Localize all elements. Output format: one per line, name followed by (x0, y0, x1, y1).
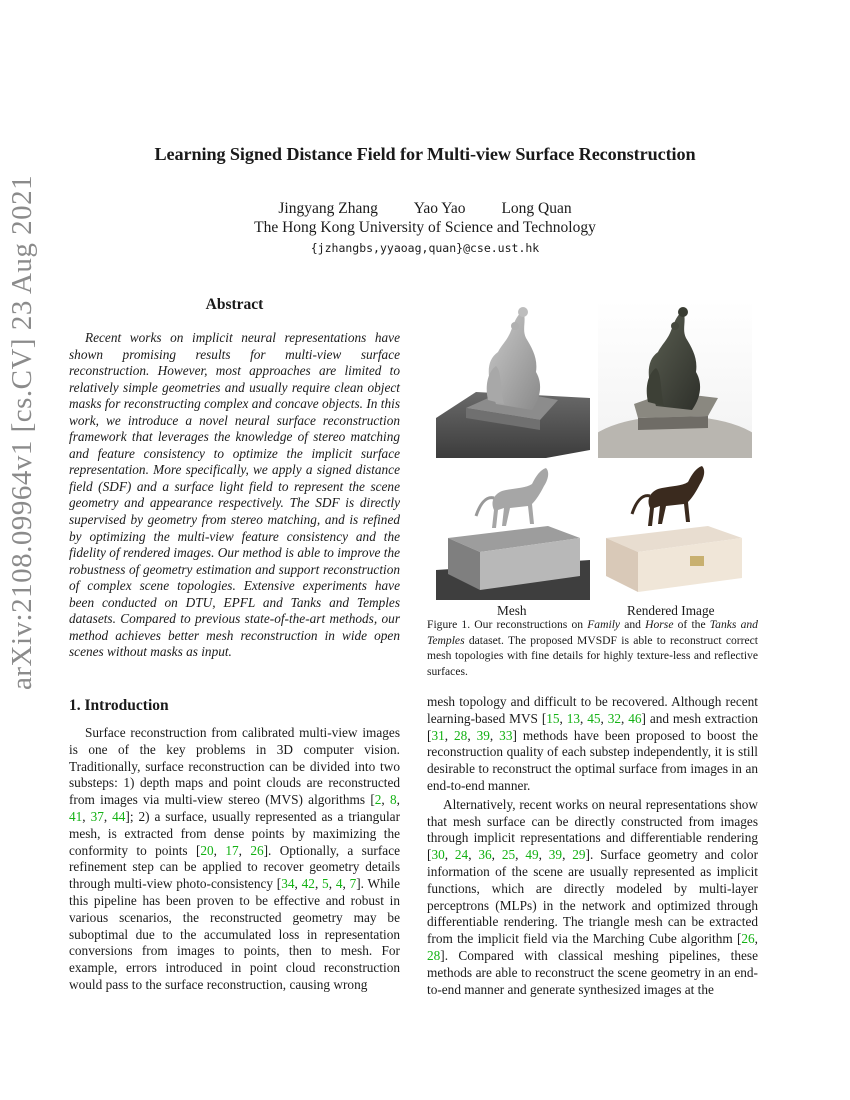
citation-link[interactable]: 28 (454, 727, 468, 743)
author-list (0, 200, 850, 218)
arxiv-stamp: arXiv:2108.09964v1 [cs.CV] 23 Aug 2021 (6, 174, 38, 690)
citation-link[interactable]: 26 (741, 931, 755, 947)
citation-link[interactable]: 7 (349, 876, 357, 892)
intro-text: ] and mesh extraction [ (427, 710, 759, 743)
caption-text: of the (673, 618, 710, 631)
author-name: Long Quan (501, 200, 572, 217)
citation-link[interactable]: 5 (322, 876, 329, 892)
horse-rendered-image (598, 464, 752, 600)
citation-link[interactable]: 31 (431, 727, 445, 743)
citation-link[interactable]: 34 (281, 876, 295, 892)
citation-link[interactable]: 45 (587, 710, 601, 726)
caption-text: dataset. The proposed MVSDF is able to reconstruct correct mesh topologies with fine details for highly texture-less and reflective surfaces. (427, 633, 758, 678)
intro-text: ] methods have been proposed to boost the reconstruction quality of each substep independently, it is still desirable to reconstruct the optimal surface from images in an end-to-end manner. (427, 727, 758, 793)
abstract-heading: Abstract (205, 296, 264, 313)
citation-link[interactable]: 17 (225, 842, 239, 858)
citation-link[interactable]: 42 (301, 876, 315, 892)
figure-label-rendered: Rendered Image (627, 603, 715, 618)
citation-link[interactable]: 33 (499, 727, 513, 743)
citation-link[interactable]: 39 (548, 847, 563, 863)
caption-dataset: Tanks and Temples (427, 618, 758, 647)
intro-text: ]. Surface geometry and color information of the scene are usually represented as implicit functions, which are directly modeled by multi-layer perceptrons (MLPs) in the network and optimized through differentiable rendering. The triangle mesh can be extracted from the implicit field via the Marching Cube algorithm [ (427, 847, 758, 947)
family-mesh-image (436, 300, 590, 458)
intro-text: Surface reconstruction from calibrated multi-view images is one of the key problems in 3D computer vision. Traditionally, surface reconstruction can be divided into two substeps: 1) depth maps and point clouds are reconstructed from images via multi-view stereo (MVS) algorithms [ (69, 725, 400, 808)
citation-link[interactable]: 30 (431, 847, 445, 863)
horse-mesh-image (436, 464, 590, 600)
citation-link[interactable]: 15 (546, 710, 560, 726)
author-name: Jingyang Zhang (278, 200, 378, 217)
intro-text: ]; 2) a surface, usually represented as a triangular mesh, is extracted from dense points by maximizing the conformity to points [ (69, 808, 401, 858)
citation-link[interactable]: 8 (390, 792, 397, 808)
citation-link[interactable]: 24 (454, 847, 469, 863)
citation-link[interactable]: 36 (478, 847, 492, 863)
citation-link[interactable]: 46 (628, 710, 642, 726)
citation-link[interactable]: 25 (501, 847, 516, 863)
figure-caption (427, 617, 758, 679)
citation-link[interactable]: 26 (250, 842, 264, 858)
citation-link[interactable]: 37 (90, 808, 104, 824)
caption-horse: Horse (645, 618, 674, 631)
citation-link[interactable]: 28 (427, 947, 441, 963)
citation-link[interactable]: 20 (200, 842, 214, 858)
citation-link[interactable]: 4 (335, 876, 343, 892)
introduction-heading: 1. Introduction (69, 697, 169, 714)
citation-link[interactable]: 39 (476, 727, 490, 743)
intro-text: mesh topology and difficult to be recovered. Although recent learning-based MVS [ (427, 694, 758, 726)
citation-link[interactable]: 29 (572, 847, 586, 863)
intro-text: ]. While this pipeline has been proven to be effective and robust in various scenarios, the reconstructed geometry may be suboptimal due to the accumulated loss in representation conversions from images to points, then to mesh. For example, errors introduced in point cloud reconstruction would pass to the surface reconstruction, causing wrong (69, 876, 401, 992)
figure-label-mesh: Mesh (497, 603, 527, 618)
intro-paragraph: Alternatively, recent works on neural representations show that mesh surface can be directly constructed from images through implicit representations and differentiable rendering [30, 24, 36, 25, 49, 39, 29]. Surface geometry and color information of the scene are usually represented as implicit functions, which are directly modeled by multi-layer perceptrons (MLPs) in the network and optimized through differentiable rendering. The triangle mesh can be extracted from the implicit field via the Marching Cube algorithm [26, 28]. Compared with classical meshing pipelines, these methods are able to reconstruct the scene geometry in an end-to-end manner and generate synthesized images at the (427, 796, 758, 997)
intro-paragraph: Surface reconstruction from calibrated multi-view images is one of the key problems in 3D computer vision. Traditionally, surface reconstruction can be divided into two substeps: 1) depth maps and point clouds are reconstructed from images via multi-view stereo (MVS) algorithms [2, 8, 41, 37, 44]; 2) a surface, usually represented as a triangular mesh, is extracted from dense points by maximizing the conformity to points [20, 17, 26]. Optionally, a surface refinement step can be applied to recover geometry details through multi-view photo-consistency [34, 42, 5, 4, 7]. While this pipeline has been proven to be effective and robust in various scenarios, the reconstructed geometry may be suboptimal due to the accumulated loss in representation conversions from images to points, then to mesh. For example, errors introduced in point cloud reconstruction would pass to the surface reconstruction, causing wrong (69, 725, 401, 992)
caption-text: Figure 1. Our reconstructions on (427, 618, 588, 631)
citation-link[interactable]: 41 (69, 808, 83, 824)
citation-link[interactable]: 13 (566, 710, 581, 726)
author-name: Yao Yao (413, 200, 466, 217)
intro-right-column (427, 694, 758, 998)
figure-1 (436, 300, 756, 600)
caption-text: and (620, 618, 646, 631)
abstract-text: Recent works on implicit neural representations have shown promising results for multi-view surface reconstruction. However, most approaches are limited to relatively simple geometries and usually require clean object masks for reconstructing complex and concave objects. In this work, we introduce a novel neural surface reconstruction framework that leverages the knowledge of stereo matching and feature consistency to optimize the implicit surface representation. More specifically, we apply a signed distance field (SDF) and a surface light field to represent the scene geometry and appearance respectively. The SDF is directly supervised by geometry from stereo matching, and is refined by optimizing the multi-view feature consistency and the fidelity of rendered images. Our method is able to improve the robustness of geometry estimation and support reconstruction of complex scene topologies. Extensive experiments have been conducted on DTU, EPFL and Tanks and Temples datasets. Compared to previous state-of-the-art methods, our method achieves better mesh reconstruction in wide open scenes without masks as input. (69, 330, 400, 660)
intro-text: Alternatively, recent works on neural representations show that mesh surface can be directly constructed from images through implicit representations and differentiable rendering [ (427, 796, 758, 863)
affiliation: The Hong Kong University of Science and Technology (254, 219, 596, 236)
intro-text: ]. Optionally, a surface refinement step can be applied to recover geometry details through multi-view photo-consistency [ (69, 842, 400, 892)
intro-paragraph: mesh topology and difficult to be recovered. Although recent learning-based MVS [15, 13, 45, 32, 46] and mesh extraction [31, 28, 39, 33] methods have been proposed to boost the reconstruction quality of each substep independently, it is still desirable to reconstruct the optimal surface from images in an end-to-end manner. (427, 694, 759, 793)
family-rendered-image (598, 300, 752, 458)
citation-link[interactable]: 44 (112, 808, 126, 824)
caption-family: Family (587, 618, 621, 631)
intro-text: ]. Compared with classical meshing pipelines, these methods are able to reconstruct the scene geometry in an end-to-end manner and generate synthesized images at the (427, 947, 758, 997)
citation-link[interactable]: 32 (607, 710, 622, 726)
citation-link[interactable]: 2 (374, 792, 382, 808)
paper-title: Learning Signed Distance Field for Multi-view Surface Reconstruction (154, 144, 696, 164)
citation-link[interactable]: 49 (525, 847, 539, 863)
author-email: {jzhangbs,yyaoag,quan}@cse.ust.hk (310, 241, 540, 255)
